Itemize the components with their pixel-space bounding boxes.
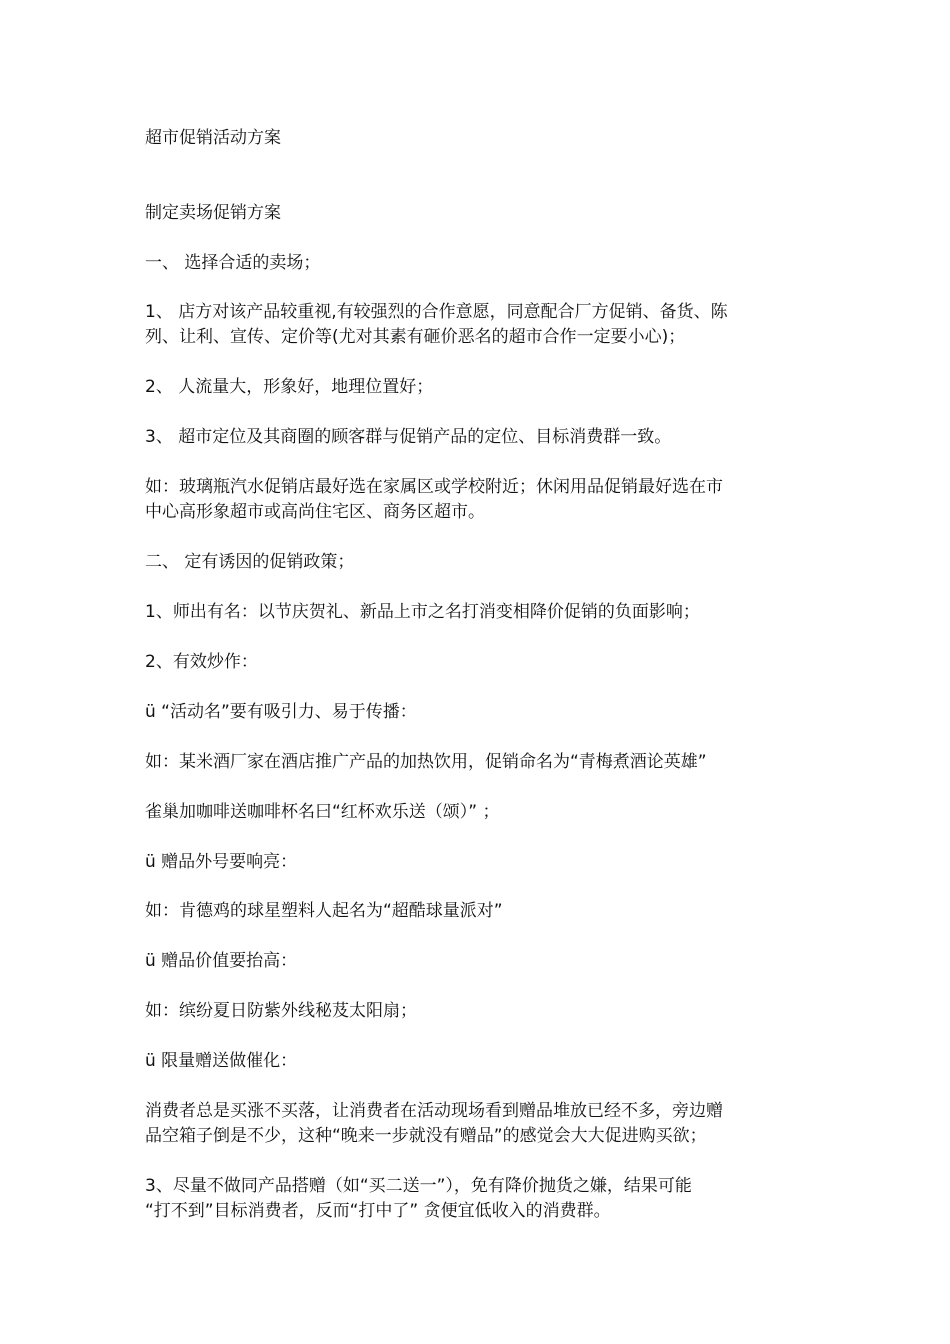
section-2-bullet-3-example: 如：缤纷夏日防紫外线秘芨太阳扇； — [145, 1001, 417, 1021]
document-title: 超市促销活动方案 — [145, 128, 281, 148]
section-2-bullet-3: ü 赠品价值要抬高： — [145, 951, 298, 971]
section-1-item-2: 2、 人流量大，形象好，地理位置好； — [145, 377, 434, 397]
section-2-item-3-line-2: “打不到”目标消费者，反而“打中了” 贪便宜低收入的消费群。 — [145, 1201, 611, 1221]
section-2-bullet-1: ü “活动名”要有吸引力、易于传播： — [145, 702, 417, 722]
section-2-item-1: 1、师出有名：以节庆贺礼、新品上市之名打消变相降价促销的负面影响； — [145, 602, 700, 622]
section-1-item-1-line-2: 列、让利、宣传、定价等(尤对其素有砸价恶名的超市合作一定要小心)； — [145, 327, 686, 347]
section-2-bullet-4-example-line-2: 品空箱子倒是不少，这种“晚来一步就没有赠品”的感觉会大大促进购买欲； — [145, 1126, 707, 1146]
section-1-example-line-1: 如：玻璃瓶汽水促销店最好选在家属区或学校附近；休闲用品促销最好选在市 — [145, 477, 723, 497]
section-2-bullet-2: ü 赠品外号要响亮： — [145, 852, 298, 872]
section-2-bullet-1-example-1: 如：某米酒厂家在酒店推广产品的加热饮用，促销命名为“青梅煮酒论英雄” — [145, 752, 707, 772]
section-1-example-line-2: 中心高形象超市或高尚住宅区、商务区超市。 — [145, 502, 485, 522]
section-1-heading: 一、 选择合适的卖场； — [145, 253, 321, 273]
section-2-item-2: 2、有效炒作： — [145, 652, 258, 672]
section-2-bullet-4: ü 限量赠送做催化： — [145, 1051, 298, 1071]
document-subtitle: 制定卖场促销方案 — [145, 203, 281, 223]
section-2-bullet-2-example: 如：肯德鸡的球星塑料人起名为“超酷球量派对” — [145, 901, 503, 921]
section-2-item-3-line-1: 3、尽量不做同产品搭赠（如“买二送一”），免有降价抛货之嫌，结果可能 — [145, 1176, 692, 1196]
section-1-item-3: 3、 超市定位及其商圈的顾客群与促销产品的定位、目标消费群一致。 — [145, 427, 672, 447]
section-2-bullet-4-example-line-1: 消费者总是买涨不买落，让消费者在活动现场看到赠品堆放已经不多，旁边赠 — [145, 1101, 723, 1121]
section-1-item-1-line-1: 1、 店方对该产品较重视,有较强烈的合作意愿，同意配合厂方促销、备货、陈 — [145, 302, 728, 322]
section-2-heading: 二、 定有诱因的促销政策； — [145, 552, 355, 572]
section-2-bullet-1-example-2: 雀巢加咖啡送咖啡杯名曰“红杯欢乐送（颂）” ； — [145, 802, 500, 822]
